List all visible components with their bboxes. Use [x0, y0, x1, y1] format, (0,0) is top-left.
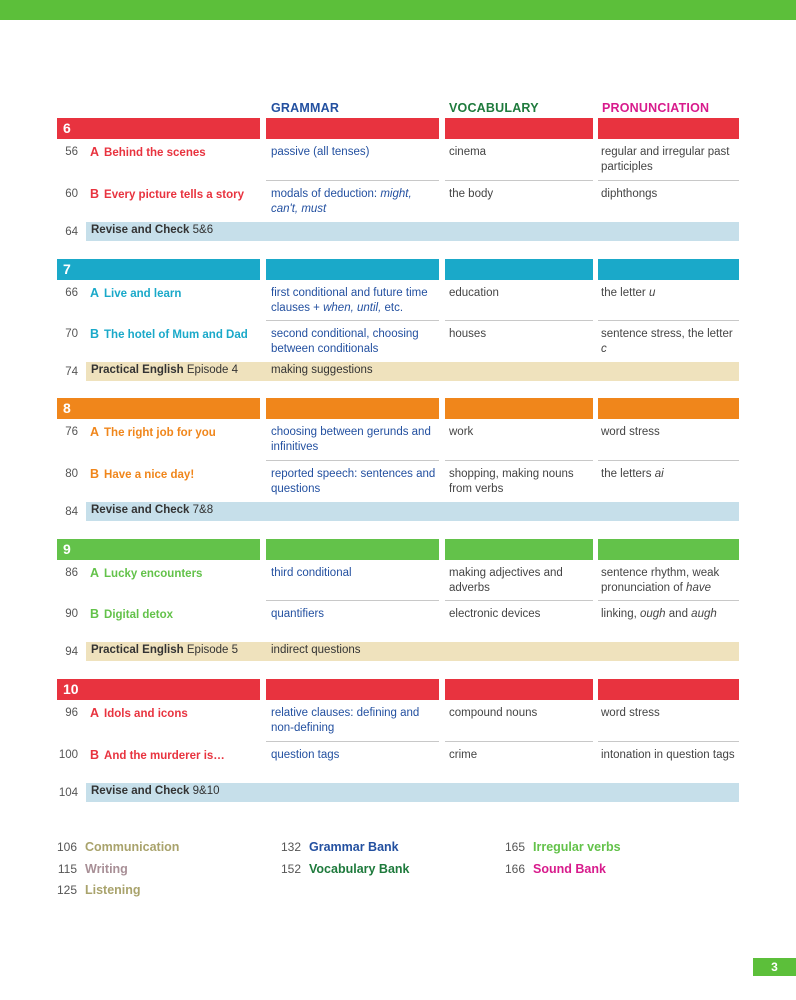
revise-check-row[interactable]: Revise and Check 7&8 — [86, 502, 739, 521]
grammar-header: GRAMMAR — [271, 101, 340, 115]
lesson-title[interactable]: B Have a nice day! — [90, 467, 195, 481]
back-section-vocabulary-bank[interactable]: 152 Vocabulary Bank — [281, 862, 410, 876]
pronunciation-cell: linking, ough and augh — [601, 608, 717, 620]
pronunciation-cell: word stress — [601, 707, 660, 719]
back-section-irregular-verbs[interactable]: 165 Irregular verbs — [505, 840, 621, 854]
vocabulary-cell: shopping, making nouns from verbs — [449, 468, 574, 495]
grammar-cell: question tags — [271, 749, 340, 761]
page-number: 84 — [65, 506, 78, 518]
pronunciation-cell: the letter u — [601, 287, 656, 299]
page-number: 60 — [65, 188, 78, 200]
lesson-title[interactable]: A Lucky encounters — [90, 566, 203, 580]
vocabulary-cell: compound nouns — [449, 707, 538, 719]
grammar-cell: third conditional — [271, 567, 352, 579]
pronunciation-cell: sentence rhythm, weak pronunciation of have — [601, 567, 720, 594]
grammar-cell: quantifiers — [271, 608, 325, 620]
pronunciation-cell: regular and irregular past participles — [601, 146, 730, 173]
lesson-title[interactable]: B Every picture tells a story — [90, 187, 245, 201]
grammar-cell: choosing between gerunds and infinitives — [271, 426, 431, 453]
lesson-title[interactable]: B The hotel of Mum and Dad — [90, 327, 248, 341]
unit-band — [57, 539, 260, 560]
revise-check-row[interactable]: Revise and Check 9&10 — [86, 783, 739, 802]
unit-number: 10 — [63, 681, 79, 697]
lesson-title[interactable]: A Behind the scenes — [90, 145, 206, 159]
vocabulary-cell: education — [449, 287, 499, 299]
lesson-title[interactable]: B And the murderer is… — [90, 748, 225, 762]
grammar-cell: passive (all tenses) — [271, 146, 370, 158]
page-number: 56 — [65, 146, 78, 158]
vocabulary-cell: crime — [449, 749, 478, 761]
back-section-listening[interactable]: 125 Listening — [57, 883, 141, 897]
back-section-grammar-bank[interactable]: 132 Grammar Bank — [281, 840, 399, 854]
page-number: 96 — [65, 707, 78, 719]
back-section-writing[interactable]: 115 Writing — [57, 862, 128, 876]
lesson-title[interactable]: A The right job for you — [90, 425, 216, 439]
vocabulary-cell: work — [449, 426, 474, 438]
practical-english-row[interactable]: Practical English Episode 4 making suggestions — [86, 362, 739, 381]
page-number: 70 — [65, 328, 78, 340]
lesson-title[interactable]: B Digital detox — [90, 607, 174, 621]
page-number-badge: 3 — [753, 958, 796, 976]
pronunciation-cell: word stress — [601, 426, 660, 438]
grammar-cell: second conditional, choosing between conditionals — [271, 328, 419, 355]
grammar-cell: reported speech: sentences and questions — [271, 468, 436, 495]
page-number: 90 — [65, 608, 78, 620]
vocabulary-cell: houses — [449, 328, 487, 340]
pronunciation-cell: diphthongs — [601, 188, 658, 200]
unit-band — [57, 398, 260, 419]
grammar-cell: relative clauses: defining and non-defining — [271, 707, 420, 734]
page-number: 80 — [65, 468, 78, 480]
grammar-cell: modals of deduction: might, can't, must — [271, 188, 412, 215]
revise-check-row[interactable]: Revise and Check 5&6 — [86, 222, 739, 241]
top-green-bar — [0, 0, 796, 20]
unit-band — [57, 118, 260, 139]
unit-band — [57, 259, 260, 280]
pronunciation-header: PRONUNCIATION — [602, 101, 710, 115]
unit-number: 6 — [63, 120, 71, 136]
back-section-sound-bank[interactable]: 166 Sound Bank — [505, 862, 606, 876]
back-section-communication[interactable]: 106 Communication — [57, 840, 180, 854]
lesson-title[interactable]: A Idols and icons — [90, 706, 188, 720]
page-number: 100 — [58, 749, 78, 761]
page-number: 66 — [65, 287, 78, 299]
pronunciation-cell: the letters ai — [601, 468, 664, 480]
pronunciation-cell: intonation in question tags — [601, 749, 735, 761]
page-number: 64 — [65, 226, 78, 238]
unit-band — [57, 679, 260, 700]
unit-number: 9 — [63, 541, 71, 557]
practical-english-row[interactable]: Practical English Episode 5 indirect questions — [86, 642, 739, 661]
vocabulary-cell: the body — [449, 188, 494, 200]
unit-number: 7 — [63, 261, 71, 277]
page-number: 104 — [58, 787, 78, 799]
page-number: 94 — [65, 646, 78, 658]
page-number: 76 — [65, 426, 78, 438]
vocabulary-cell: making adjectives and adverbs — [449, 567, 563, 594]
pronunciation-cell: sentence stress, the letter c — [601, 328, 733, 355]
unit-number: 8 — [63, 400, 71, 416]
vocabulary-header: VOCABULARY — [449, 101, 539, 115]
vocabulary-cell: electronic devices — [449, 608, 541, 620]
vocabulary-cell: cinema — [449, 146, 487, 158]
page-number: 86 — [65, 567, 78, 579]
grammar-cell: first conditional and future time clauses + when, until, etc. — [271, 287, 428, 314]
page-number: 74 — [65, 366, 78, 378]
lesson-title[interactable]: A Live and learn — [90, 286, 182, 300]
